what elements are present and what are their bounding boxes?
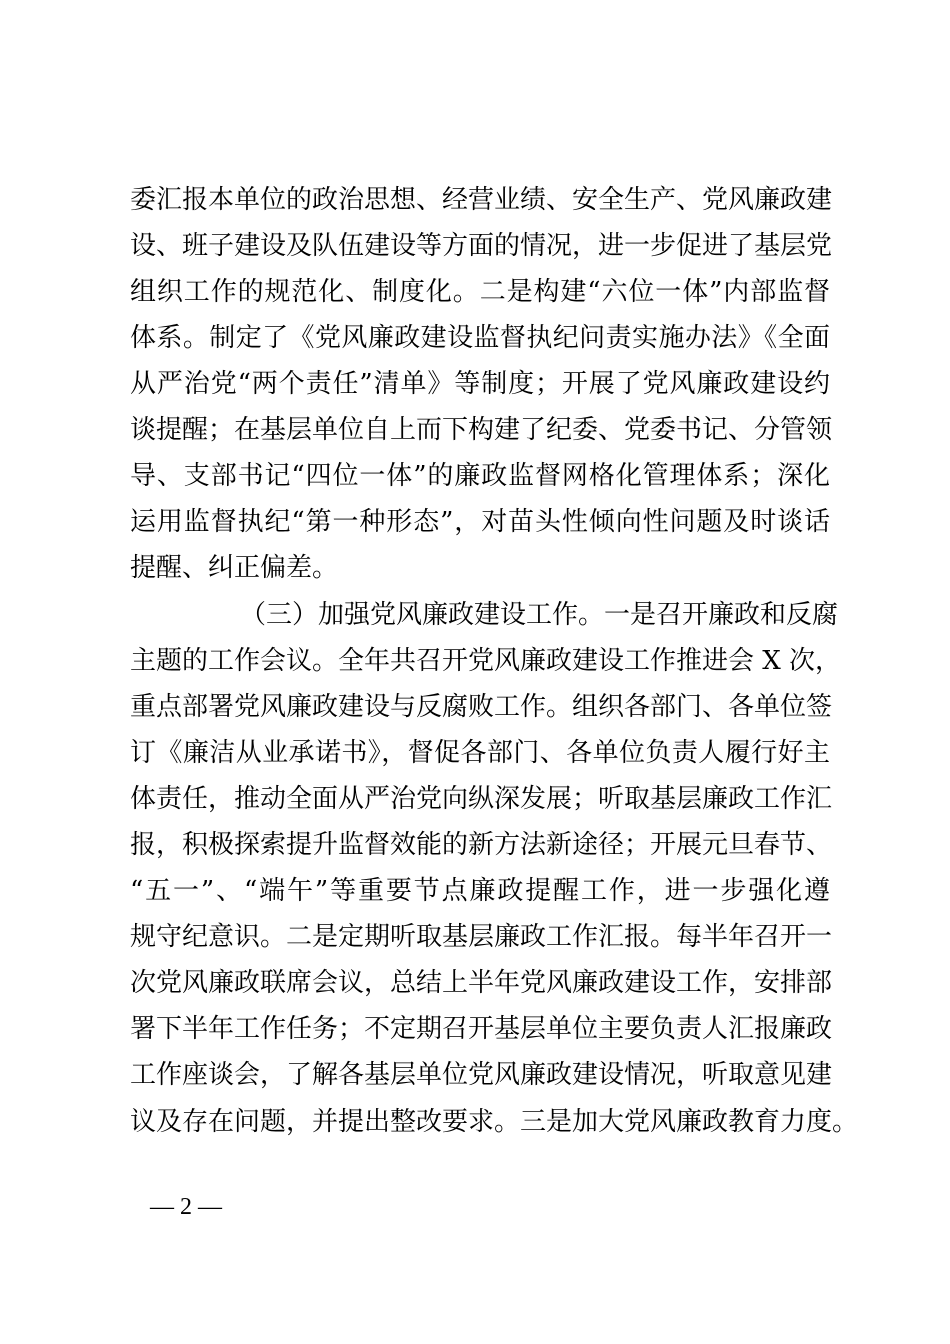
text-line: 次党风廉政联席会议，总结上半年党风廉政建设工作，安排部 xyxy=(130,968,833,998)
text-line: 谈提醒；在基层单位自上而下构建了纪委、党委书记、分管领 xyxy=(130,415,833,445)
text-line: 导、支部书记“四位一体”的廉政监督网格化管理体系；深化 xyxy=(130,461,830,491)
text-line: 订《廉洁从业承诺书》，督促各部门、各单位负责人履行好主 xyxy=(130,738,830,768)
page-number: — 2 — xyxy=(150,1194,222,1220)
text-line: 议及存在问题，并提出整改要求。三是加大党风廉政教育力度。 xyxy=(130,1107,859,1137)
text-line: 署下半年工作任务；不定期召开基层单位主要负责人汇报廉政 xyxy=(130,1014,833,1044)
text-line: 体责任，推动全面从严治党向纵深发展；听取基层廉政工作汇 xyxy=(130,784,833,814)
text-line: 规守纪意识。二是定期听取基层廉政工作汇报。每半年召开一 xyxy=(130,922,833,952)
section-heading-line: （三）加强党风廉政建设工作。一是召开廉政和反腐 xyxy=(240,600,839,630)
text-line: 从严治党“两个责任”清单》等制度；开展了党风廉政建设约 xyxy=(130,369,830,399)
text-line: “五一”、“端午”等重要节点廉政提醒工作，进一步强化遵 xyxy=(130,876,830,906)
text-line: 工作座谈会，了解各基层单位党风廉政建设情况，听取意见建 xyxy=(130,1060,833,1090)
text-line: 体系。制定了《党风廉政建设监督执纪问责实施办法》《全面 xyxy=(130,323,830,353)
text-line: 提醒、纠正偏差。 xyxy=(130,553,339,583)
text-line: 组织工作的规范化、制度化。二是构建“六位一体”内部监督 xyxy=(130,277,830,307)
text-line: 主题的工作会议。全年共召开党风廉政建设工作推进会 X 次， xyxy=(130,646,842,676)
text-line: 重点部署党风廉政建设与反腐败工作。组织各部门、各单位签 xyxy=(130,692,833,722)
text-line: 运用监督执纪“第一种形态”，对苗头性倾向性问题及时谈话 xyxy=(130,507,830,537)
text-line: 委汇报本单位的政治思想、经营业绩、安全生产、党风廉政建 xyxy=(130,185,833,215)
text-line: 设、班子建设及队伍建设等方面的情况，进一步促进了基层党 xyxy=(130,231,833,261)
text-line: 报，积极探索提升监督效能的新方法新途径；开展元旦春节、 xyxy=(130,830,833,860)
